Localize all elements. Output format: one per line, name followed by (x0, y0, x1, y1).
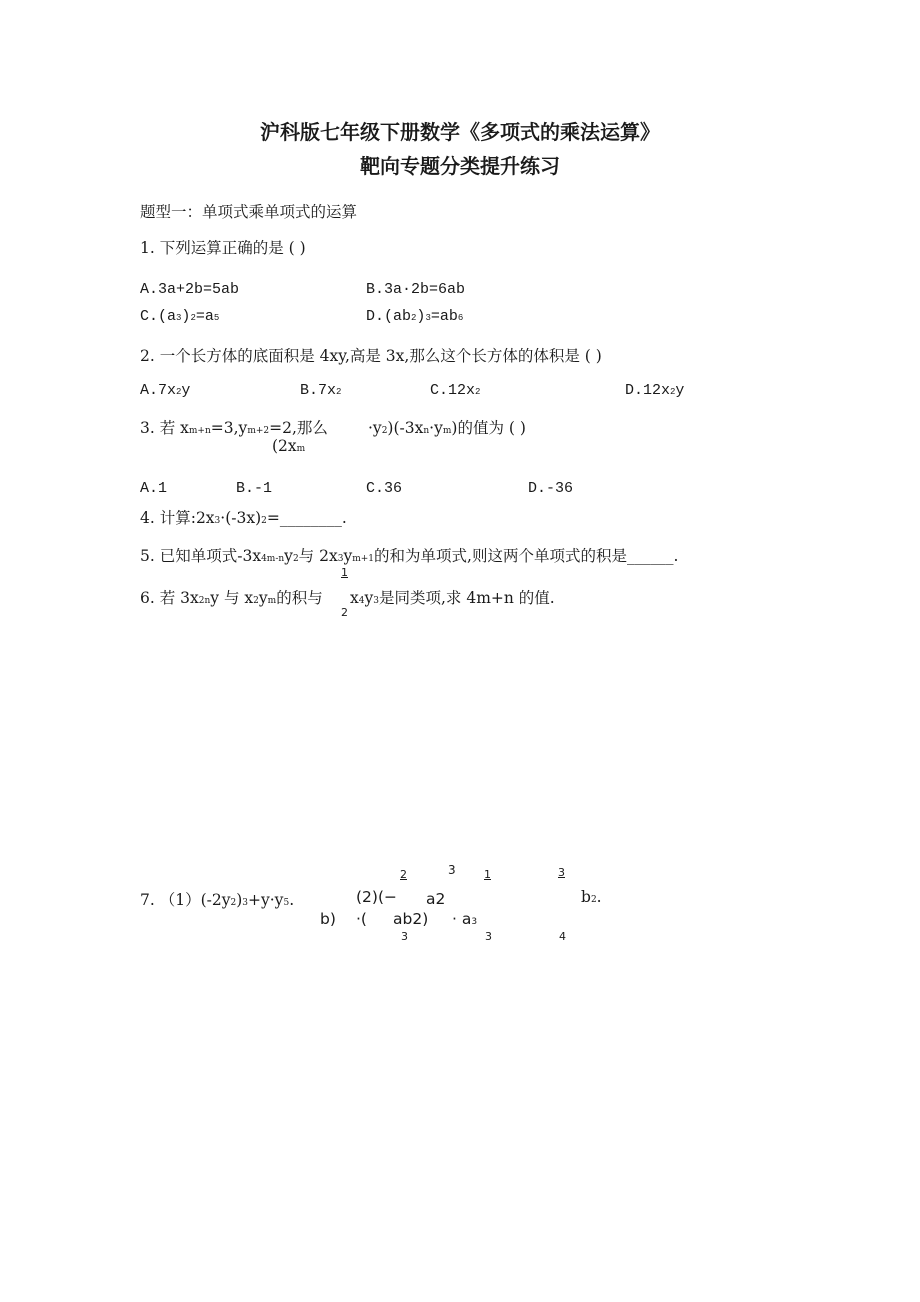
q3-option-b: B.-1 (236, 480, 273, 497)
question-6: 6. 若 3x2ny 与 x2ym的积与 (140, 589, 323, 607)
q7-a2: a2 (426, 890, 446, 908)
q7-den-4: 4 (559, 930, 566, 943)
q7-b-close: b) (320, 910, 336, 928)
q6-fraction-numerator: 1 (341, 566, 348, 579)
q3-option-a: A.1 (140, 480, 168, 497)
question-3-stem-cont: ·y2)(-3xn·ym)的值为 ( ) (368, 419, 526, 437)
q7-num-1: 1 (484, 868, 491, 881)
question-4: 4. 计算:2x3·(-3x)2=________. (140, 509, 347, 527)
question-3-stem: 3. 若 xm+n=3,ym+2=2,那么 (140, 419, 328, 437)
q7-num-3: 3 (558, 866, 565, 879)
q2-option-d: D.12x2y (625, 382, 685, 399)
section-heading: 题型一：单项式乘单项式的运算 (140, 203, 358, 221)
q2-option-b: B.7x2 (300, 382, 342, 399)
q2-option-a: A.7x2y (140, 382, 191, 399)
q3-option-d: D.-36 (528, 480, 574, 497)
question-7-part-2-open: (2)(− (356, 888, 397, 906)
q7-exp-3: 3 (448, 863, 456, 877)
doc-title: 沪科版七年级下册数学《多项式的乘法运算》 (260, 120, 660, 144)
q7-den-3a: 3 (401, 930, 408, 943)
question-5: 5. 已知单项式-3x4m-ny2与 2x3ym+1的和为单项式,则这两个单项式的积是______. (140, 547, 679, 565)
question-7-part-1: 7. （1）(-2y2)3+y·y5. (140, 891, 295, 909)
q3-option-c: C.36 (366, 480, 403, 497)
question-2-stem: 2. 一个长方体的底面积是 4xy,高是 3x,那么这个长方体的体积是 ( ) (140, 347, 602, 365)
q1-option-a: A.3a+2b=5ab (140, 281, 240, 298)
question-6-cont: x4y3是同类项,求 4m+n 的值. (350, 589, 555, 607)
q7-ab2: ab2) (393, 910, 429, 928)
q2-option-c: C.12x2 (430, 382, 481, 399)
q6-fraction-denominator: 2 (341, 606, 348, 619)
q1-option-d: D.(ab2)3=ab6 (366, 308, 464, 325)
q7-num-2: 2 (400, 868, 407, 881)
question-1-stem: 1. 下列运算正确的是 ( ) (140, 239, 306, 257)
q7-b2: b2. (581, 888, 602, 906)
q7-dot-a3: · a3 (452, 910, 478, 928)
q7-den-3b: 3 (485, 930, 492, 943)
q1-option-c: C.(a3)2=a5 (140, 308, 220, 325)
doc-subtitle: 靶向专题分类提升练习 (360, 154, 560, 178)
q7-dot-paren: ·( (356, 910, 367, 928)
question-3-expression-low: (2xm (272, 437, 306, 455)
q1-option-b: B.3a·2b=6ab (366, 281, 466, 298)
